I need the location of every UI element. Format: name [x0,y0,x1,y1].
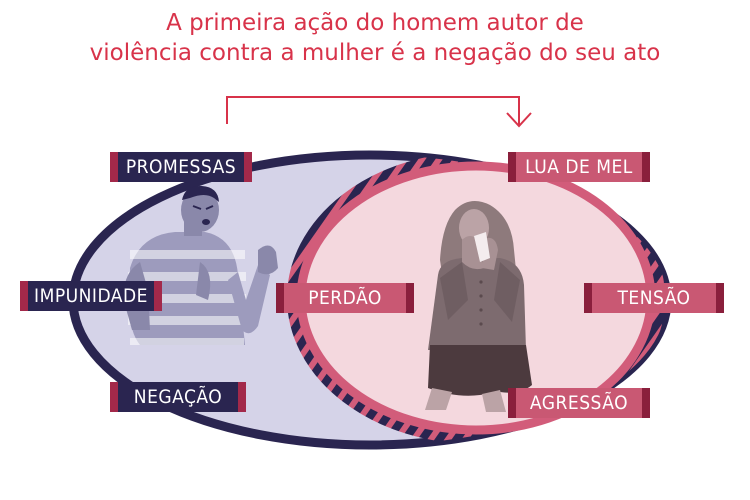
label-tensao-text: TENSÃO [617,287,691,309]
title-line-1: A primeira ação do homem autor de [166,10,584,36]
label-tensao [592,283,716,313]
label-impunidade [28,281,154,311]
label-agressao [516,388,642,418]
label-lua-de-mel [516,152,642,182]
label-lua-de-mel-text: LUA DE MEL [525,156,633,178]
label-negacao-text: NEGAÇÃO [133,386,223,408]
label-perdao [284,283,406,313]
label-promessas [118,152,244,182]
label-impunidade-text: IMPUNIDADE [34,285,148,307]
title-line-2: violência contra a mulher é a negação do seu ato [89,40,661,66]
label-negacao [118,382,238,412]
return-arrow [227,97,531,126]
label-agressao-text: AGRESSÃO [529,392,629,414]
label-promessas-text: PROMESSAS [125,156,237,178]
label-perdao-text: PERDÃO [308,287,382,309]
